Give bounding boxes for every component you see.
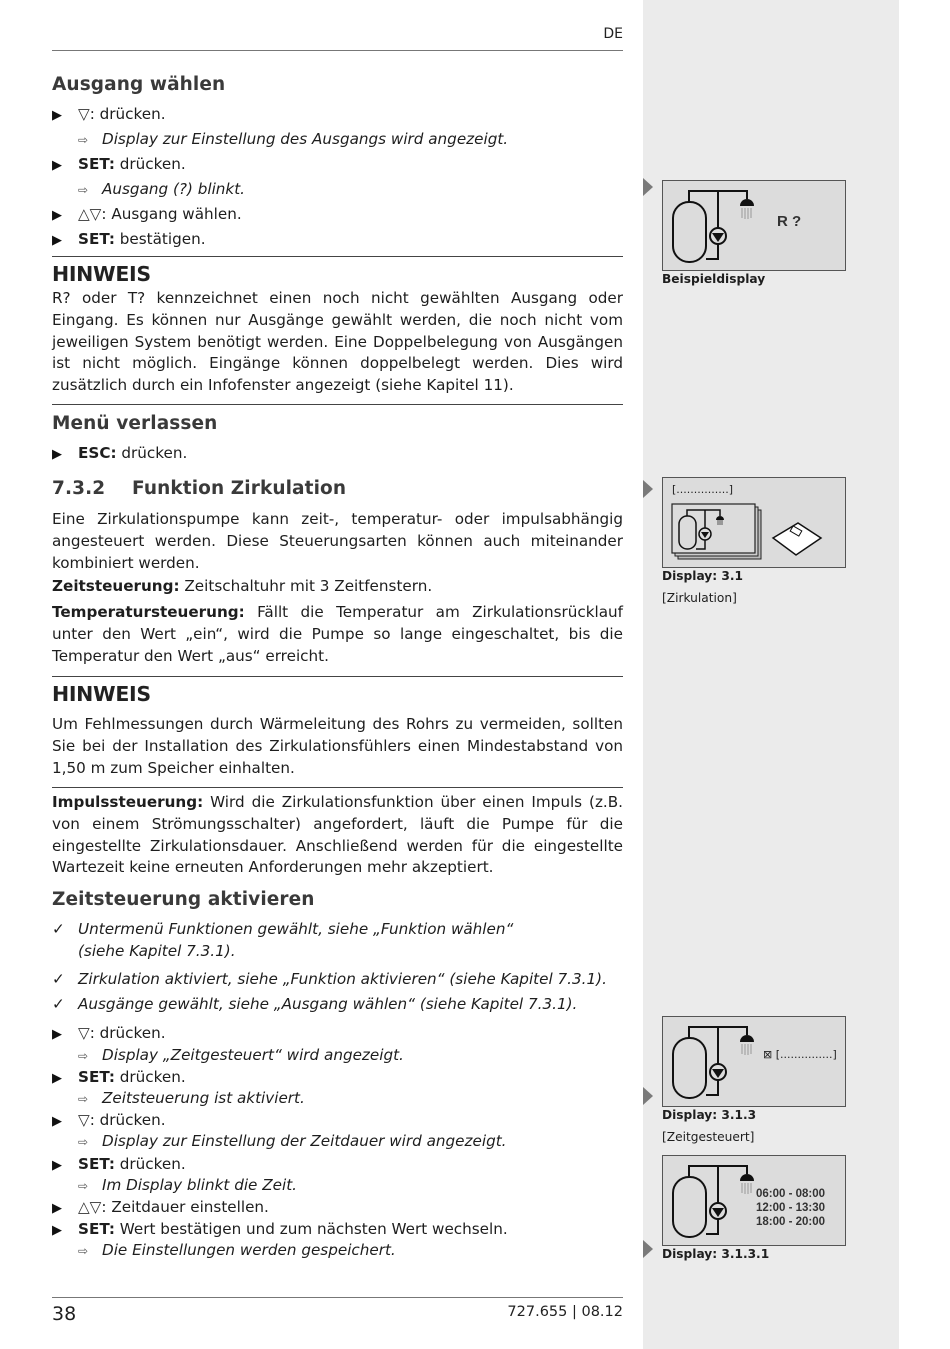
bullet-triangle-icon: ▶	[52, 208, 62, 223]
result-arrow-icon: ⇨	[78, 1135, 89, 1149]
result-arrow-icon: ⇨	[78, 1092, 89, 1106]
check-icon: ✓	[52, 920, 65, 938]
note-text: R? oder T? kennzeichnet einen noch nicht gewählten Ausgang oder Eingang. Es können nur Ausgänge gewählt werden, die noch nicht vom jeweiligen System benötigt werden. Eine Doppelbelegung von Ausgängen ist nicht möglich. Eingänge können doppelbelegt werden. Dies wird zusätzlich durch ein Infofenster angezeigt (siehe Kapitel 11).	[52, 289, 623, 395]
storage-tank-circuit-icon	[663, 1017, 844, 1105]
step-action: ▶ SET: Wert bestätigen und zum nächsten Wert wechseln.	[52, 1220, 508, 1238]
display-subcaption: [Zeitgesteuert]	[662, 1130, 755, 1144]
display-beispiel	[662, 180, 846, 271]
step-action: ▶ ▽: drücken.	[52, 1024, 166, 1042]
bullet-triangle-icon: ▶	[52, 233, 62, 248]
bullet-triangle-icon: ▶	[52, 1027, 62, 1042]
step-action: ▶ SET: drücken.	[52, 1155, 186, 1173]
step-action: ▶ ▽: drücken.	[52, 105, 166, 123]
temperatursteuerung-desc: Temperatursteuerung: Fällt die Temperatur am Zirkulationsrücklauf unter den Wert „ein“, wird die Pumpe so lange eingeschaltet, bis die Temperatur den Wert „aus“ erreicht.	[52, 603, 623, 665]
step-action: ▶ △▽: Zeitdauer einstellen.	[52, 1198, 269, 1216]
step-result: ⇨ Display „Zeitgesteuert“ wird angezeigt.	[78, 1046, 404, 1064]
heading-ausgang-waehlen: Ausgang wählen	[52, 74, 226, 95]
header-rule	[52, 50, 623, 51]
impulssteuerung-desc: Impulssteuerung: Wird die Zirkulationsfunktion über einen Impuls (z.B. von einem Strömungsschalter) angefordert, läuft die Pumpe für die eingestellte Zirkulationsdauer. Anschließend werden für die eingestellte Wartezeit keine erneuten Anforderungen mehr akzeptiert.	[52, 793, 623, 877]
display-screen-text: ⊠ [...............]	[763, 1048, 837, 1061]
step-result: ⇨ Im Display blinkt die Zeit.	[78, 1176, 297, 1194]
step-result: ⇨ Display zur Einstellung des Ausgangs wird angezeigt.	[78, 130, 509, 148]
note-title: HINWEIS	[52, 262, 151, 286]
step-action: ▶ ▽: drücken.	[52, 1111, 166, 1129]
language-label: DE	[603, 26, 623, 42]
bullet-triangle-icon: ▶	[52, 108, 62, 123]
bullet-triangle-icon: ▶	[52, 447, 62, 462]
display-caption: Display: 3.1.3.1	[662, 1247, 770, 1261]
step-result: ⇨ Die Einstellungen werden gespeichert.	[78, 1241, 396, 1259]
note-rule-bottom	[52, 404, 623, 405]
display-screen-text: R ?	[777, 213, 802, 230]
time-window-list	[756, 1187, 825, 1229]
step-result: ⇨ Display zur Einstellung der Zeitdauer wird angezeigt.	[78, 1132, 507, 1150]
pointer-arrow-icon	[643, 178, 653, 196]
step-action: ▶ △▽: Ausgang wählen.	[52, 205, 242, 223]
page-number: 38	[52, 1303, 77, 1325]
display-3-1-3	[662, 1016, 846, 1107]
bullet-triangle-icon: ▶	[52, 1114, 62, 1129]
heading-menue-verlassen: Menü verlassen	[52, 413, 218, 434]
prerequisite-item: ✓ Zirkulation aktiviert, siehe „Funktion aktivieren“ (siehe Kapitel 7.3.1).	[52, 970, 607, 988]
bullet-triangle-icon: ▶	[52, 1071, 62, 1086]
result-arrow-icon: ⇨	[78, 183, 89, 197]
section-heading: 7.3.2 Funktion Zirkulation	[52, 478, 347, 499]
note-text: Um Fehlmessungen durch Wärmeleitung des Rohrs zu vermeiden, sollten Sie bei der Installation des Zirkulationsfühlers einen Mindestabstand von 1,50 m zum Speicher einhalten.	[52, 715, 623, 777]
bullet-triangle-icon: ▶	[52, 158, 62, 173]
step-action: ▶ ESC: drücken.	[52, 444, 188, 462]
bullet-triangle-icon: ▶	[52, 1158, 62, 1173]
zeitsteuerung-desc: Zeitsteuerung: Zeitschaltuhr mit 3 Zeitfenstern.	[52, 577, 433, 595]
step-result: ⇨ Ausgang (?) blinkt.	[78, 180, 245, 198]
time-window: 18:00 - 20:00	[756, 1216, 826, 1228]
checkbox-checked-icon: ⊠	[763, 1048, 773, 1061]
display-caption: Display: 3.1.3	[662, 1108, 757, 1122]
result-arrow-icon: ⇨	[78, 1049, 89, 1063]
note-rule-top	[52, 256, 623, 257]
step-action: ▶ SET: drücken.	[52, 155, 186, 173]
check-icon: ✓	[52, 970, 65, 988]
section-intro: Eine Zirkulationspumpe kann zeit-, temperatur- oder impulsabhängig angesteuert werden. Diese Steuerungsarten können auch miteinander kombiniert werden.	[52, 510, 623, 572]
heading-zeitsteuerung-aktivieren: Zeitsteuerung aktivieren	[52, 889, 315, 910]
time-window: 12:00 - 13:30	[756, 1202, 826, 1214]
note-rule-bottom	[52, 787, 623, 788]
footer-rule	[52, 1297, 623, 1298]
display-3-1-3-1	[662, 1155, 846, 1246]
pointer-arrow-icon	[643, 1240, 653, 1258]
display-caption: Display: 3.1	[662, 569, 743, 583]
step-action: ▶ SET: drücken.	[52, 1068, 186, 1086]
prerequisite-item: ✓ Untermenü Funktionen gewählt, siehe „Funktion wählen“	[52, 920, 514, 938]
pointer-arrow-icon	[643, 1087, 653, 1105]
bullet-triangle-icon: ▶	[52, 1223, 62, 1238]
result-arrow-icon: ⇨	[78, 1244, 89, 1258]
display-subcaption: [Zirkulation]	[662, 591, 737, 605]
display-screen-text: [...............]	[672, 483, 734, 496]
pointer-arrow-icon	[643, 480, 653, 498]
note-title: HINWEIS	[52, 682, 151, 706]
step-action: ▶ SET: bestätigen.	[52, 230, 206, 248]
bullet-triangle-icon: ▶	[52, 1201, 62, 1216]
step-result: ⇨ Zeitsteuerung ist aktiviert.	[78, 1089, 305, 1107]
check-icon: ✓	[52, 995, 65, 1013]
menu-cards-icon	[663, 478, 844, 566]
result-arrow-icon: ⇨	[78, 133, 89, 147]
storage-tank-circuit-icon	[663, 181, 844, 269]
document-reference: 727.655 | 08.12	[507, 1304, 623, 1320]
prerequisite-item: ✓ Ausgänge gewählt, siehe „Ausgang wählen“ (siehe Kapitel 7.3.1).	[52, 995, 578, 1013]
time-window: 06:00 - 08:00	[756, 1188, 826, 1200]
result-arrow-icon: ⇨	[78, 1179, 89, 1193]
prerequisite-item-cont: (siehe Kapitel 7.3.1).	[78, 942, 236, 960]
display-3-1	[662, 477, 846, 568]
note-rule-top	[52, 676, 623, 677]
display-caption: Beispieldisplay	[662, 272, 766, 286]
